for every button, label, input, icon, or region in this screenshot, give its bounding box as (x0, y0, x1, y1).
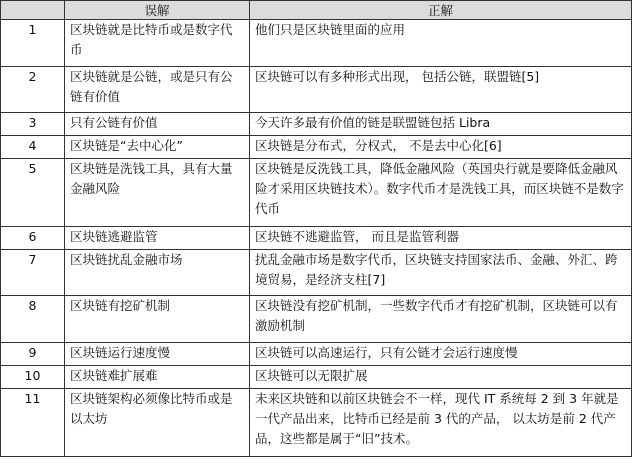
myth-cell: 区块链就是公链，或是只有公链有价值 (65, 67, 250, 113)
myth-cell: 区块链扰乱金融市场 (65, 250, 250, 296)
myth-cell: 区块链难扩展难 (65, 366, 250, 389)
myth-cell: 区块链有挖矿机制 (65, 296, 250, 343)
myth-cell: 只有公链有价值 (65, 113, 250, 136)
table-row (1, 113, 632, 136)
fact-cell: 区块链没有挖矿机制，一些数字代币才有挖矿机制，区块链可以有激励机制 (250, 296, 632, 343)
myth-cell: 区块链是“去中心化” (65, 136, 250, 159)
row-number: 6 (1, 227, 65, 250)
row-number: 3 (1, 113, 65, 136)
table-row (1, 227, 632, 250)
fact-cell: 区块链是反洗钱工具，降低金融风险（英国央行就是要降低金融风险才采用区块链技术）。数字代币才是洗钱工具，而区块链不是数字代币 (250, 159, 632, 227)
row-number: 7 (1, 250, 65, 296)
row-number: 2 (1, 67, 65, 113)
row-number: 10 (1, 366, 65, 389)
fact-cell: 区块链不逃避监管， 而且是监管利器 (250, 227, 632, 250)
table-header-row (1, 1, 632, 20)
table-row (1, 389, 632, 457)
fact-cell: 未来区块链和以前区块链会不一样，现代 IT 系统每 2 到 3 年就是一代产品出来，比特币已经是前 3 代的产品， 以太坊是前 2 代产品，这些都是属于“旧”技术。 (250, 389, 632, 457)
row-number: 8 (1, 296, 65, 343)
row-number: 11 (1, 389, 65, 457)
table-row (1, 296, 632, 343)
myth-cell: 区块链是洗钱工具，具有大量金融风险 (65, 159, 250, 227)
fact-cell: 区块链是分布式，分权式， 不是去中心化[6] (250, 136, 632, 159)
fact-cell: 区块链可以高速运行，只有公链才会运行速度慢 (250, 343, 632, 366)
row-number: 5 (1, 159, 65, 227)
fact-cell: 区块链可以有多种形式出现， 包括公链，联盟链[5] (250, 67, 632, 113)
myth-cell: 区块链架构必须像比特币或是以太坊 (65, 389, 250, 457)
fact-cell: 今天许多最有价值的链是联盟链包括 Libra (250, 113, 632, 136)
row-number: 9 (1, 343, 65, 366)
table-row (1, 366, 632, 389)
row-number: 1 (1, 20, 65, 67)
table-row (1, 67, 632, 113)
table-row (1, 20, 632, 67)
row-number: 4 (1, 136, 65, 159)
header-myth: 误解 (65, 1, 250, 20)
table-row (1, 136, 632, 159)
myth-cell: 区块链就是比特币或是数字代币 (65, 20, 250, 67)
fact-cell: 扰乱金融市场是数字代币，区块链支持国家法币、金融、外汇、跨境贸易，是经济支柱[7] (250, 250, 632, 296)
myth-cell: 区块链运行速度慢 (65, 343, 250, 366)
header-number (1, 1, 65, 20)
fact-cell: 区块链可以无限扩展 (250, 366, 632, 389)
table-row (1, 159, 632, 227)
header-fact: 正解 (250, 1, 632, 20)
table-row (1, 343, 632, 366)
fact-cell: 他们只是区块链里面的应用 (250, 20, 632, 67)
table-row (1, 250, 632, 296)
myth-cell: 区块链逃避监管 (65, 227, 250, 250)
